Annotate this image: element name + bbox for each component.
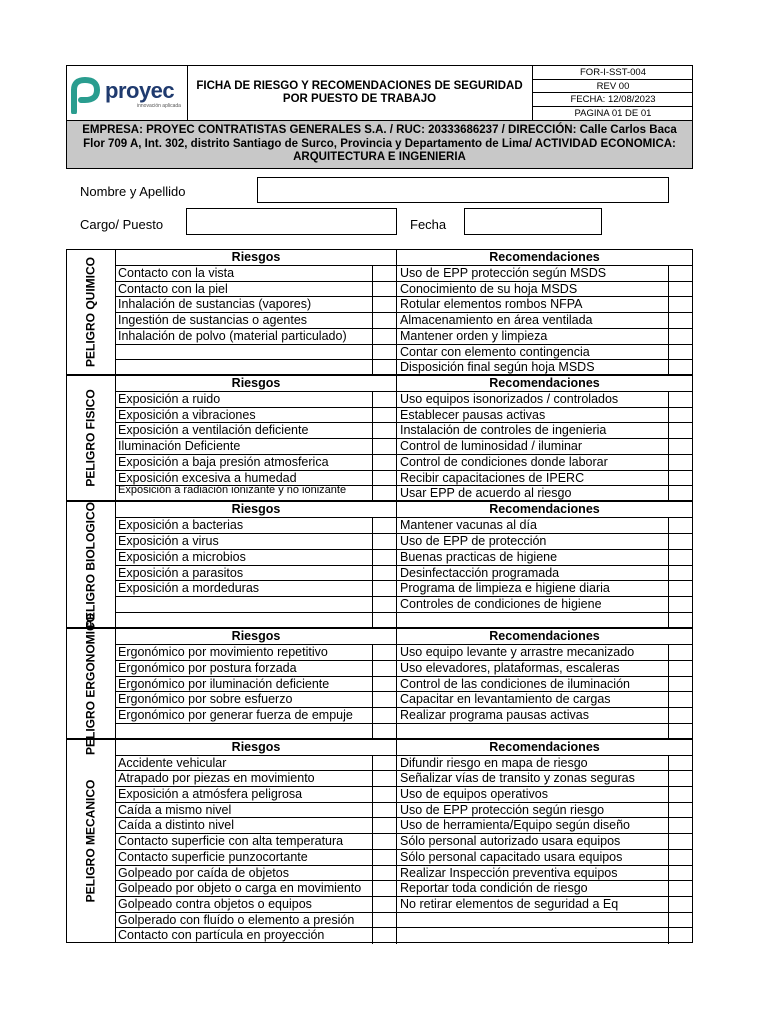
recommendations-header: Recomendaciones bbox=[396, 629, 692, 644]
proyec-logo-icon bbox=[70, 76, 100, 114]
risk-cell: Golpeado por caída de objetos bbox=[118, 865, 289, 880]
table-row bbox=[116, 392, 692, 408]
table-row bbox=[116, 913, 692, 929]
section-label bbox=[67, 250, 116, 374]
risk-check-cell[interactable] bbox=[372, 692, 396, 707]
risk-check-cell[interactable] bbox=[372, 534, 396, 549]
recommendation-cell: Usar EPP de acuerdo al riesgo bbox=[396, 486, 668, 502]
recommendation-cell: Buenas practicas de higiene bbox=[396, 550, 668, 565]
title-line-1: FICHA DE RIESGO Y RECOMENDACIONES DE SEGURIDAD bbox=[196, 80, 523, 92]
risk-check-cell[interactable] bbox=[372, 297, 396, 312]
risk-check-cell[interactable] bbox=[372, 518, 396, 533]
recommendation-cell: Recibir capacitaciones de IPERC bbox=[396, 471, 668, 486]
table-row bbox=[116, 282, 692, 298]
risks-header: Riesgos bbox=[231, 250, 281, 264]
risk-cell: Exposición excesiva a humedad bbox=[118, 470, 297, 485]
risk-check-cell[interactable] bbox=[372, 345, 396, 360]
risk-cell: Ingestión de sustancias o agentes bbox=[118, 313, 308, 327]
doc-code: FOR-I-SST-004 bbox=[533, 66, 693, 80]
recommendation-check-cell[interactable] bbox=[668, 566, 692, 581]
recommendation-cell: Uso equipo levante y arrastre mecanizado bbox=[396, 645, 668, 660]
risk-cell: Caída a distinto nivel bbox=[118, 818, 235, 833]
risk-check-cell[interactable] bbox=[372, 471, 396, 486]
table-row bbox=[116, 471, 692, 487]
risk-cell bbox=[116, 613, 374, 629]
recommendation-check-cell[interactable] bbox=[668, 408, 692, 423]
table-row bbox=[116, 818, 692, 834]
hazard-section bbox=[66, 375, 693, 501]
risk-cell: Caída a mismo nivel bbox=[118, 802, 232, 817]
recommendation-cell: Capacitar en levantamiento de cargas bbox=[396, 692, 668, 707]
recommendation-check-cell[interactable] bbox=[668, 345, 692, 360]
recommendation-check-cell[interactable] bbox=[668, 897, 692, 912]
table-row bbox=[116, 692, 692, 708]
title-line-2: POR PUESTO DE TRABAJO bbox=[282, 93, 437, 105]
recommendation-cell: Uso de herramienta/Equipo según diseño bbox=[396, 818, 668, 833]
recommendation-cell: Uso de EPP protección según riesgo bbox=[396, 803, 668, 818]
risk-cell: Exposición a vibraciones bbox=[118, 407, 256, 422]
recommendation-cell bbox=[396, 613, 668, 629]
risk-cell: Ergonómico por postura forzada bbox=[118, 660, 297, 675]
risk-cell: Inhalación de polvo (material particulado) bbox=[118, 328, 347, 343]
risk-check-cell[interactable] bbox=[372, 866, 396, 881]
recommendation-check-cell[interactable] bbox=[668, 677, 692, 692]
recommendation-check-cell[interactable] bbox=[668, 550, 692, 565]
risk-check-cell[interactable] bbox=[372, 834, 396, 849]
risk-check-cell[interactable] bbox=[372, 566, 396, 581]
table-row bbox=[116, 897, 692, 913]
recommendation-cell: Uso de equipos operativos bbox=[396, 787, 668, 802]
name-label: Nombre y Apellido bbox=[80, 184, 186, 199]
table-row bbox=[116, 439, 692, 455]
section-label-text: PELIGRO FISICO bbox=[83, 389, 98, 487]
recommendation-check-cell[interactable] bbox=[668, 913, 692, 928]
recommendation-cell: Señalizar vías de transito y zonas seguras bbox=[396, 771, 668, 786]
recommendation-cell: Controles de condiciones de higiene bbox=[396, 597, 668, 612]
risk-cell: Atrapado por piezas en movimiento bbox=[118, 771, 315, 786]
recommendation-check-cell[interactable] bbox=[668, 518, 692, 533]
table-row bbox=[116, 834, 692, 850]
section-label-text: PELIGRO BIOLOGICO bbox=[83, 501, 98, 628]
recommendation-cell: Desinfectacción programada bbox=[396, 566, 668, 581]
recommendation-cell: Control de condiciones donde laborar bbox=[396, 455, 668, 470]
recommendation-cell: Almacenamiento en área ventilada bbox=[396, 313, 668, 328]
recommendation-cell: Uso equipos isonorizados / controlados bbox=[396, 392, 668, 407]
table-header-row bbox=[116, 250, 692, 266]
recommendation-check-cell[interactable] bbox=[668, 597, 692, 612]
risk-cell: Golperado con fluído o elemento a presión bbox=[118, 912, 355, 927]
recommendation-check-cell[interactable] bbox=[668, 455, 692, 470]
risk-check-cell[interactable] bbox=[372, 850, 396, 865]
section-label bbox=[67, 376, 116, 500]
risk-cell: Contacto superficie punzocortante bbox=[118, 849, 308, 864]
recommendation-check-cell[interactable] bbox=[668, 581, 692, 596]
table-header-row bbox=[116, 502, 692, 518]
table-row bbox=[116, 928, 692, 944]
recommendation-check-cell[interactable] bbox=[668, 423, 692, 438]
risk-check-cell[interactable] bbox=[372, 486, 396, 502]
date-field[interactable] bbox=[464, 208, 602, 235]
recommendation-check-cell[interactable] bbox=[668, 392, 692, 407]
risk-check-cell[interactable] bbox=[372, 803, 396, 818]
risks-header: Riesgos bbox=[231, 502, 281, 516]
section-label bbox=[67, 502, 116, 627]
recommendation-check-cell[interactable] bbox=[668, 613, 692, 629]
recommendation-cell: Mantener orden y limpieza bbox=[396, 329, 668, 344]
recommendations-header: Recomendaciones bbox=[396, 376, 692, 391]
recommendation-cell: Control de luminosidad / iluminar bbox=[396, 439, 668, 454]
risk-cell bbox=[116, 597, 374, 612]
recommendation-check-cell[interactable] bbox=[668, 866, 692, 881]
hazard-table bbox=[116, 629, 692, 740]
risk-check-cell[interactable] bbox=[372, 266, 396, 281]
recommendation-check-cell[interactable] bbox=[668, 881, 692, 896]
table-row bbox=[116, 455, 692, 471]
risk-check-cell[interactable] bbox=[372, 550, 396, 565]
table-row bbox=[116, 756, 692, 772]
table-row bbox=[116, 518, 692, 534]
recommendation-cell: Realizar Inspección preventiva equipos bbox=[396, 866, 668, 881]
recommendation-cell: Control de las condiciones de iluminación bbox=[396, 677, 668, 692]
hazard-section bbox=[66, 612, 693, 755]
table-row bbox=[116, 661, 692, 677]
recommendation-cell: Sólo personal autorizado usara equipos bbox=[396, 834, 668, 849]
recommendation-check-cell[interactable] bbox=[668, 645, 692, 660]
recommendation-cell bbox=[396, 928, 668, 944]
risk-cell: Exposición a bacterias bbox=[118, 517, 244, 532]
recommendation-check-cell[interactable] bbox=[668, 724, 692, 740]
section-label bbox=[67, 612, 116, 755]
recommendation-cell: No retirar elementos de seguridad a Eq bbox=[396, 897, 668, 912]
recommendation-check-cell[interactable] bbox=[668, 756, 692, 771]
risk-check-cell[interactable] bbox=[372, 913, 396, 928]
table-header-row bbox=[116, 629, 692, 645]
recommendation-check-cell[interactable] bbox=[668, 818, 692, 833]
table-row bbox=[116, 534, 692, 550]
risk-cell: Exposición a radiación ionizante y no ionizante bbox=[118, 486, 347, 497]
risk-cell: Ergonómico por sobre esfuerzo bbox=[118, 692, 293, 707]
risk-cell bbox=[116, 345, 374, 360]
table-header-row bbox=[116, 740, 692, 756]
date-label: Fecha bbox=[410, 217, 447, 232]
recommendation-check-cell[interactable] bbox=[668, 534, 692, 549]
risk-cell: Exposición a ruido bbox=[118, 391, 221, 406]
recommendation-check-cell[interactable] bbox=[668, 928, 692, 944]
risk-cell: Golpeado contra objetos o equipos bbox=[118, 896, 312, 911]
hazard-table bbox=[116, 250, 692, 376]
company-line-3: ARQUITECTURA E INGENIERIA bbox=[293, 151, 466, 163]
risk-check-cell[interactable] bbox=[372, 313, 396, 328]
recommendation-check-cell[interactable] bbox=[668, 439, 692, 454]
position-label: Cargo/ Puesto bbox=[80, 217, 164, 232]
recommendations-header: Recomendaciones bbox=[396, 250, 692, 265]
section-label-text: PELIGRO MECANICO bbox=[83, 779, 98, 903]
logo-wordmark: proyec bbox=[105, 78, 175, 103]
recommendation-cell: Difundir riesgo en mapa de riesgo bbox=[396, 756, 668, 771]
table-row bbox=[116, 266, 692, 282]
risk-check-cell[interactable] bbox=[372, 724, 396, 740]
recommendation-cell: Conocimiento de su hoja MSDS bbox=[396, 282, 668, 297]
risk-cell: Exposición a ventilación deficiente bbox=[118, 423, 309, 438]
risk-check-cell[interactable] bbox=[372, 708, 396, 723]
section-label bbox=[67, 740, 116, 942]
recommendation-cell: Uso de EPP de protección bbox=[396, 534, 668, 549]
recommendation-check-cell[interactable] bbox=[668, 360, 692, 376]
risk-check-cell[interactable] bbox=[372, 329, 396, 344]
risk-check-cell[interactable] bbox=[372, 661, 396, 676]
hazard-table bbox=[116, 740, 692, 944]
recommendation-cell: Rotular elementos rombos NFPA bbox=[396, 297, 668, 312]
risk-check-cell[interactable] bbox=[372, 455, 396, 470]
hazard-table bbox=[116, 376, 692, 502]
risk-cell: Inhalación de sustancias (vapores) bbox=[118, 297, 312, 312]
document-header bbox=[66, 65, 693, 121]
risk-cell: Golpeado por objeto o carga en movimiento bbox=[118, 881, 362, 896]
risk-cell: Contacto con la piel bbox=[118, 281, 228, 296]
recommendation-cell: Instalación de controles de ingenieria bbox=[396, 423, 668, 438]
risk-cell: Ergonómico por movimiento repetitivo bbox=[118, 644, 328, 659]
risk-check-cell[interactable] bbox=[372, 771, 396, 786]
doc-date: FECHA: 12/08/2023 bbox=[533, 93, 693, 107]
risk-check-cell[interactable] bbox=[372, 392, 396, 407]
recommendation-cell: Establecer pausas activas bbox=[396, 408, 668, 423]
doc-revision: REV 00 bbox=[533, 80, 693, 94]
risk-cell: Exposición a baja presión atmosferica bbox=[118, 454, 329, 469]
recommendation-check-cell[interactable] bbox=[668, 486, 692, 502]
risk-cell: Exposición a mordeduras bbox=[118, 581, 260, 596]
table-row bbox=[116, 313, 692, 329]
risk-check-cell[interactable] bbox=[372, 360, 396, 376]
risk-cell: Contacto con partícula en proyección bbox=[118, 928, 325, 943]
recommendation-check-cell[interactable] bbox=[668, 708, 692, 723]
recommendation-check-cell[interactable] bbox=[668, 282, 692, 297]
hazard-section bbox=[66, 739, 693, 943]
risk-check-cell[interactable] bbox=[372, 645, 396, 660]
table-row bbox=[116, 881, 692, 897]
risks-header: Riesgos bbox=[231, 740, 281, 754]
risk-cell: Ergonómico por iluminación deficiente bbox=[118, 676, 330, 691]
hazard-table bbox=[116, 502, 692, 629]
recommendation-check-cell[interactable] bbox=[668, 803, 692, 818]
recommendation-cell: Disposición final según hoja MSDS bbox=[396, 360, 668, 376]
risk-cell bbox=[116, 724, 374, 740]
risk-check-cell[interactable] bbox=[372, 897, 396, 912]
table-row bbox=[116, 613, 692, 629]
table-header-row bbox=[116, 376, 692, 392]
risk-cell: Exposición a parasitos bbox=[118, 565, 244, 580]
recommendation-cell: Uso de EPP protección según MSDS bbox=[396, 266, 668, 281]
recommendation-check-cell[interactable] bbox=[668, 313, 692, 328]
recommendation-check-cell[interactable] bbox=[668, 692, 692, 707]
recommendation-check-cell[interactable] bbox=[668, 329, 692, 344]
risk-cell: Contacto superficie con alta temperatura bbox=[118, 834, 344, 849]
table-row bbox=[116, 645, 692, 661]
risk-check-cell[interactable] bbox=[372, 423, 396, 438]
recommendation-check-cell[interactable] bbox=[668, 850, 692, 865]
recommendations-header: Recomendaciones bbox=[396, 740, 692, 755]
risk-cell: Exposición a virus bbox=[118, 533, 219, 548]
risk-check-cell[interactable] bbox=[372, 818, 396, 833]
table-row bbox=[116, 566, 692, 582]
recommendation-cell bbox=[396, 724, 668, 740]
recommendation-check-cell[interactable] bbox=[668, 661, 692, 676]
table-row bbox=[116, 297, 692, 313]
table-row bbox=[116, 771, 692, 787]
hazard-section bbox=[66, 249, 693, 375]
table-row bbox=[116, 550, 692, 566]
recommendation-check-cell[interactable] bbox=[668, 787, 692, 802]
recommendation-check-cell[interactable] bbox=[668, 297, 692, 312]
doc-page: PAGINA 01 DE 01 bbox=[574, 107, 652, 119]
recommendation-check-cell[interactable] bbox=[668, 771, 692, 786]
risk-cell: Ergonómico por generar fuerza de empuje bbox=[118, 708, 353, 723]
recommendation-cell: Mantener vacunas al día bbox=[396, 518, 668, 533]
recommendations-header: Recomendaciones bbox=[396, 502, 692, 517]
table-row bbox=[116, 803, 692, 819]
risk-check-cell[interactable] bbox=[372, 439, 396, 454]
risk-check-cell[interactable] bbox=[372, 613, 396, 629]
recommendation-check-cell[interactable] bbox=[668, 266, 692, 281]
table-row bbox=[116, 360, 692, 376]
recommendation-cell: Programa de limpieza e higiene diaria bbox=[396, 581, 668, 596]
company-info bbox=[66, 121, 693, 169]
recommendation-cell: Sólo personal capacitado usara equipos bbox=[396, 850, 668, 865]
risk-cell: Iluminación Deficiente bbox=[118, 439, 241, 453]
risk-check-cell[interactable] bbox=[372, 581, 396, 596]
table-row bbox=[116, 423, 692, 439]
risk-cell: Contacto con la vista bbox=[118, 265, 235, 280]
logo bbox=[67, 66, 188, 120]
risk-cell: Exposición a atmósfera peligrosa bbox=[118, 787, 303, 802]
table-row bbox=[116, 724, 692, 740]
recommendation-check-cell[interactable] bbox=[668, 834, 692, 849]
table-row bbox=[116, 329, 692, 345]
risk-check-cell[interactable] bbox=[372, 756, 396, 771]
risk-check-cell[interactable] bbox=[372, 597, 396, 612]
table-row bbox=[116, 597, 692, 613]
name-field[interactable] bbox=[257, 177, 669, 203]
company-line-2: Flor 709 A, Int. 302, distrito Santiago de Surco, Provincia y Departamento de Lima/ ACTIVIDAD ECONOMICA: bbox=[83, 137, 676, 150]
table-row bbox=[116, 677, 692, 693]
table-row bbox=[116, 408, 692, 424]
risks-header: Riesgos bbox=[231, 629, 281, 643]
recommendation-cell: Realizar programa pausas activas bbox=[396, 708, 668, 723]
company-line-1: EMPRESA: PROYEC CONTRATISTAS GENERALES S.A. / RUC: 20333686237 / DIRECCIÓN: Calle Carlos Baca bbox=[82, 124, 677, 136]
risk-check-cell[interactable] bbox=[372, 881, 396, 896]
table-row bbox=[116, 866, 692, 882]
document-title bbox=[188, 66, 531, 120]
recommendation-cell bbox=[396, 913, 668, 928]
risk-check-cell[interactable] bbox=[372, 408, 396, 423]
section-label-text: PELIGRO ERGONOMICO bbox=[83, 612, 98, 755]
risk-check-cell[interactable] bbox=[372, 928, 396, 944]
document-meta bbox=[532, 66, 693, 120]
table-row bbox=[116, 345, 692, 361]
recommendation-cell: Contar con elemento contingencia bbox=[396, 345, 668, 360]
risk-cell bbox=[116, 360, 374, 376]
position-field[interactable] bbox=[186, 208, 397, 235]
risk-cell: Exposición a microbios bbox=[118, 549, 246, 564]
logo-tagline: innovación aplicada bbox=[137, 103, 181, 109]
recommendation-cell: Uso elevadores, plataformas, escaleras bbox=[396, 661, 668, 676]
risk-check-cell[interactable] bbox=[372, 282, 396, 297]
risk-check-cell[interactable] bbox=[372, 677, 396, 692]
risks-header: Riesgos bbox=[231, 376, 281, 390]
table-row bbox=[116, 787, 692, 803]
hazard-section bbox=[66, 501, 693, 628]
risk-check-cell[interactable] bbox=[372, 787, 396, 802]
recommendation-check-cell[interactable] bbox=[668, 471, 692, 486]
table-row bbox=[116, 708, 692, 724]
section-label-text: PELIGRO QUIMICO bbox=[83, 256, 98, 368]
table-row bbox=[116, 850, 692, 866]
recommendation-cell: Reportar toda condición de riesgo bbox=[396, 881, 668, 896]
table-row bbox=[116, 486, 692, 502]
table-row bbox=[116, 581, 692, 597]
risk-cell: Accidente vehicular bbox=[118, 755, 227, 770]
